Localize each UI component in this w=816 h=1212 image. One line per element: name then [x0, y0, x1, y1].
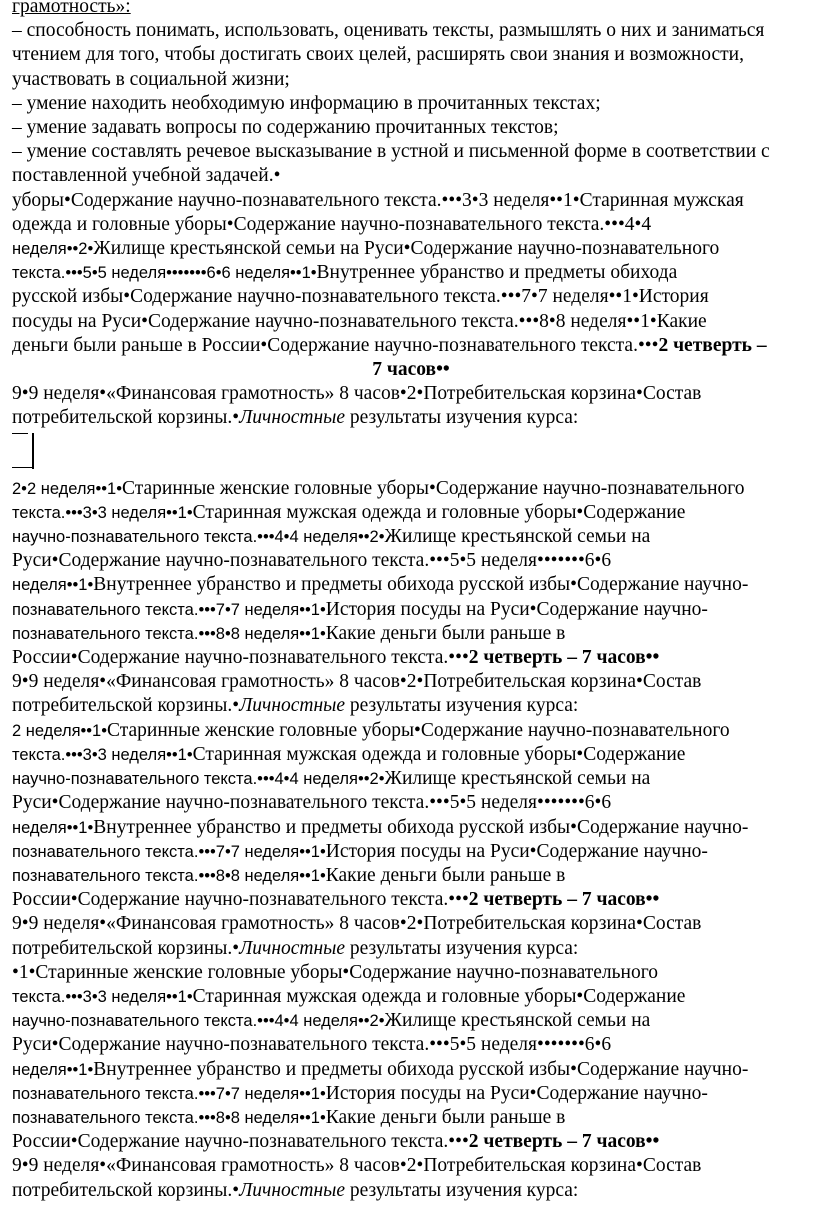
- text-line: [12, 670, 810, 694]
- text-line: [12, 767, 810, 791]
- text-line: [12, 816, 810, 840]
- text-run: России•Содержание научно-познавательного текста.•••: [12, 889, 469, 911]
- text-run: грамотность»:: [12, 0, 131, 17]
- text-line: [12, 1130, 810, 1154]
- text-run: чтением для того, чтобы достигать своих целей, расширять свои знания и возможности,: [12, 44, 744, 66]
- text-run: познавательного текста.•••7•7 неделя••1•: [12, 842, 326, 861]
- text-line: [12, 237, 810, 261]
- text-line: [12, 501, 810, 525]
- text-line: [12, 406, 810, 430]
- text-run: текста.•••3•3 неделя••1•: [12, 503, 193, 522]
- text-run: потребительской корзины.•: [12, 1179, 240, 1201]
- text-run: Внутреннее убранство и предметы обихода русской избы•Содержание научно-: [93, 1058, 749, 1080]
- text-run: Руси•Содержание научно-познавательного текста.•••5•5 неделя•••••••6•6: [12, 792, 612, 814]
- text-line: [12, 864, 810, 888]
- text-line: [12, 525, 810, 549]
- text-run: научно-познавательного текста.•••4•4 неделя••2•: [12, 528, 385, 547]
- text-run: потребительской корзины.•: [12, 937, 240, 959]
- text-run: История посуды на Руси•Содержание научно-: [325, 840, 708, 862]
- text-run: неделя••1•: [12, 818, 94, 837]
- text-line: [12, 791, 810, 815]
- text-line: [12, 19, 810, 43]
- text-run: познавательного текста.•••7•7 неделя••1•: [12, 1084, 326, 1103]
- text-run: Жилище крестьянской семьи на: [384, 1010, 651, 1032]
- text-run: текста.•••3•3 неделя••1•: [12, 987, 193, 1006]
- text-run: 9•9 неделя•«Финансовая грамотность» 8 часов•2•Потребительская корзина•Состав: [12, 913, 702, 935]
- table-border-line: [12, 467, 32, 469]
- text-line: [12, 840, 810, 864]
- text-run: научно-познавательного текста.•••4•4 неделя••2•: [12, 1012, 385, 1031]
- text-line: [12, 477, 810, 501]
- text-line: [12, 622, 810, 646]
- text-line: [12, 694, 810, 718]
- text-line: [12, 164, 810, 188]
- document-page: [12, 0, 810, 1203]
- text-run: 2 четверть –: [658, 334, 767, 356]
- text-run: познавательного текста.•••8•8 неделя••1•: [12, 624, 326, 643]
- text-run: – способность понимать, использовать, оценивать тексты, размышлять о них и заниматься: [12, 20, 765, 42]
- text-line: [12, 0, 810, 19]
- text-run: русской избы•Содержание научно-познавательного текста.•••7•7 неделя••1•История: [12, 286, 709, 308]
- text-run: Внутреннее убранство и предметы обихода русской избы•Содержание научно-: [93, 816, 749, 838]
- text-line: [12, 68, 810, 92]
- text-run: Старинная мужская одежда и головные уборы•Содержание: [192, 743, 686, 765]
- text-line: [12, 213, 810, 237]
- text-run: текста.•••5•5 неделя•••••••6•6 неделя••1•: [12, 264, 317, 283]
- text-run: деньги были раньше в России•Содержание научно-познавательного текста.•••: [12, 334, 659, 356]
- text-run: 2 неделя••1•: [12, 721, 108, 740]
- text-run: •1•Старинные женские головные уборы•Содержание научно-познавательного: [12, 961, 658, 983]
- text-line: [12, 189, 810, 213]
- text-run: 9•9 неделя•«Финансовая грамотность» 8 часов•2•Потребительская корзина•Состав: [12, 383, 702, 405]
- text-line: [12, 985, 810, 1009]
- text-run: познавательного текста.•••8•8 неделя••1•: [12, 866, 326, 885]
- text-run: История посуды на Руси•Содержание научно-: [325, 598, 708, 620]
- text-run: Руси•Содержание научно-познавательного текста.•••5•5 неделя•••••••6•6: [12, 550, 612, 572]
- text-line: [12, 1154, 810, 1178]
- text-line: [12, 285, 810, 309]
- text-run: познавательного текста.•••7•7 неделя••1•: [12, 600, 326, 619]
- text-run: – умение составлять речевое высказывание в устной и письменной форме в соответствии с: [12, 141, 770, 163]
- text-run: Личностные: [239, 407, 346, 429]
- text-run: Какие деньги были раньше в: [325, 864, 566, 886]
- text-line: [12, 140, 810, 164]
- text-run: Старинная мужская одежда и головные уборы•Содержание: [192, 985, 686, 1007]
- text-run: Руси•Содержание научно-познавательного текста.•••5•5 неделя•••••••6•6: [12, 1034, 612, 1056]
- text-line: [12, 358, 810, 382]
- text-run: 2 четверть – 7 часов••: [468, 889, 660, 911]
- text-run: результаты изучения курса:: [345, 407, 579, 429]
- text-run: Внутреннее убранство и предметы обихода русской избы•Содержание научно-: [93, 574, 749, 596]
- text-line: [12, 43, 810, 67]
- text-line: [12, 1082, 810, 1106]
- text-run: Жилище крестьянской семьи на Руси•Содержание научно-познавательного: [93, 238, 720, 260]
- text-run: История посуды на Руси•Содержание научно-: [325, 1082, 708, 1104]
- text-run: Старинная мужская одежда и головные уборы•Содержание: [192, 501, 686, 523]
- text-run: участвовать в социальной жизни;: [12, 68, 290, 90]
- text-line: [12, 334, 810, 358]
- text-line: [12, 549, 810, 573]
- text-run: текста.•••3•3 неделя••1•: [12, 745, 193, 764]
- text-run: Личностные: [239, 937, 346, 959]
- text-run: 9•9 неделя•«Финансовая грамотность» 8 часов•2•Потребительская корзина•Состав: [12, 1155, 702, 1177]
- text-line: [12, 961, 810, 985]
- text-run: поставленной учебной задачей.•: [12, 165, 281, 187]
- text-run: уборы•Содержание научно-познавательного текста.•••3•3 неделя••1•Старинная мужская: [12, 189, 744, 211]
- text-run: Внутреннее убранство и предметы обихода: [316, 262, 678, 284]
- table-fragment: [12, 431, 810, 477]
- text-run: одежда и головные уборы•Содержание научно-познавательного текста.•••4•4: [12, 213, 652, 235]
- text-run: – умение находить необходимую информацию в прочитанных текстах;: [12, 92, 601, 114]
- text-line: [12, 719, 810, 743]
- text-run: результаты изучения курса:: [345, 937, 579, 959]
- text-line: [12, 1009, 810, 1033]
- text-line: [12, 573, 810, 597]
- text-run: посуды на Руси•Содержание научно-познавательного текста.•••8•8 неделя••1•Какие: [12, 310, 707, 332]
- text-run: Жилище крестьянской семьи на: [384, 768, 651, 790]
- text-line: [12, 261, 810, 285]
- text-run: неделя••1•: [12, 1060, 94, 1079]
- table-border-line: [12, 433, 28, 435]
- text-run: Какие деньги были раньше в: [325, 622, 566, 644]
- text-run: 2 четверть – 7 часов••: [468, 1131, 660, 1153]
- text-run: потребительской корзины.•: [12, 695, 240, 717]
- text-run: 9•9 неделя•«Финансовая грамотность» 8 часов•2•Потребительская корзина•Состав: [12, 671, 702, 693]
- text-line: [12, 646, 810, 670]
- text-line: [12, 92, 810, 116]
- text-line: [12, 1179, 810, 1203]
- text-line: [12, 743, 810, 767]
- text-run: России•Содержание научно-познавательного текста.•••: [12, 647, 469, 669]
- text-run: неделя••2•: [12, 240, 94, 259]
- text-run: результаты изучения курса:: [345, 695, 579, 717]
- text-run: потребительской корзины.•: [12, 407, 240, 429]
- text-line: [12, 382, 810, 406]
- text-run: познавательного текста.•••8•8 неделя••1•: [12, 1108, 326, 1127]
- text-line: [12, 1033, 810, 1057]
- text-run: Какие деньги были раньше в: [325, 1106, 566, 1128]
- text-run: Старинные женские головные уборы•Содержание научно-познавательного: [121, 477, 745, 499]
- text-run: неделя••1•: [12, 576, 94, 595]
- text-line: [12, 1106, 810, 1130]
- text-run: результаты изучения курса:: [345, 1179, 579, 1201]
- text-run: Жилище крестьянской семьи на: [384, 526, 651, 548]
- text-line: [12, 310, 810, 334]
- text-run: 2•2 неделя••1•: [12, 479, 122, 498]
- text-line: [12, 888, 810, 912]
- text-run: – умение задавать вопросы по содержанию прочитанных текстов;: [12, 117, 559, 139]
- text-line: [12, 116, 810, 140]
- text-line: [12, 937, 810, 961]
- text-run: Личностные: [239, 695, 346, 717]
- table-border-line: [32, 433, 34, 469]
- text-run: научно-познавательного текста.•••4•4 неделя••2•: [12, 770, 385, 789]
- text-run: 2 четверть – 7 часов••: [468, 647, 660, 669]
- text-run: 7 часов••: [372, 359, 450, 381]
- text-run: Старинные женские головные уборы•Содержание научно-познавательного: [107, 719, 730, 741]
- text-run: России•Содержание научно-познавательного текста.•••: [12, 1131, 469, 1153]
- text-run: Личностные: [239, 1179, 346, 1201]
- text-line: [12, 1058, 810, 1082]
- text-line: [12, 598, 810, 622]
- text-line: [12, 912, 810, 936]
